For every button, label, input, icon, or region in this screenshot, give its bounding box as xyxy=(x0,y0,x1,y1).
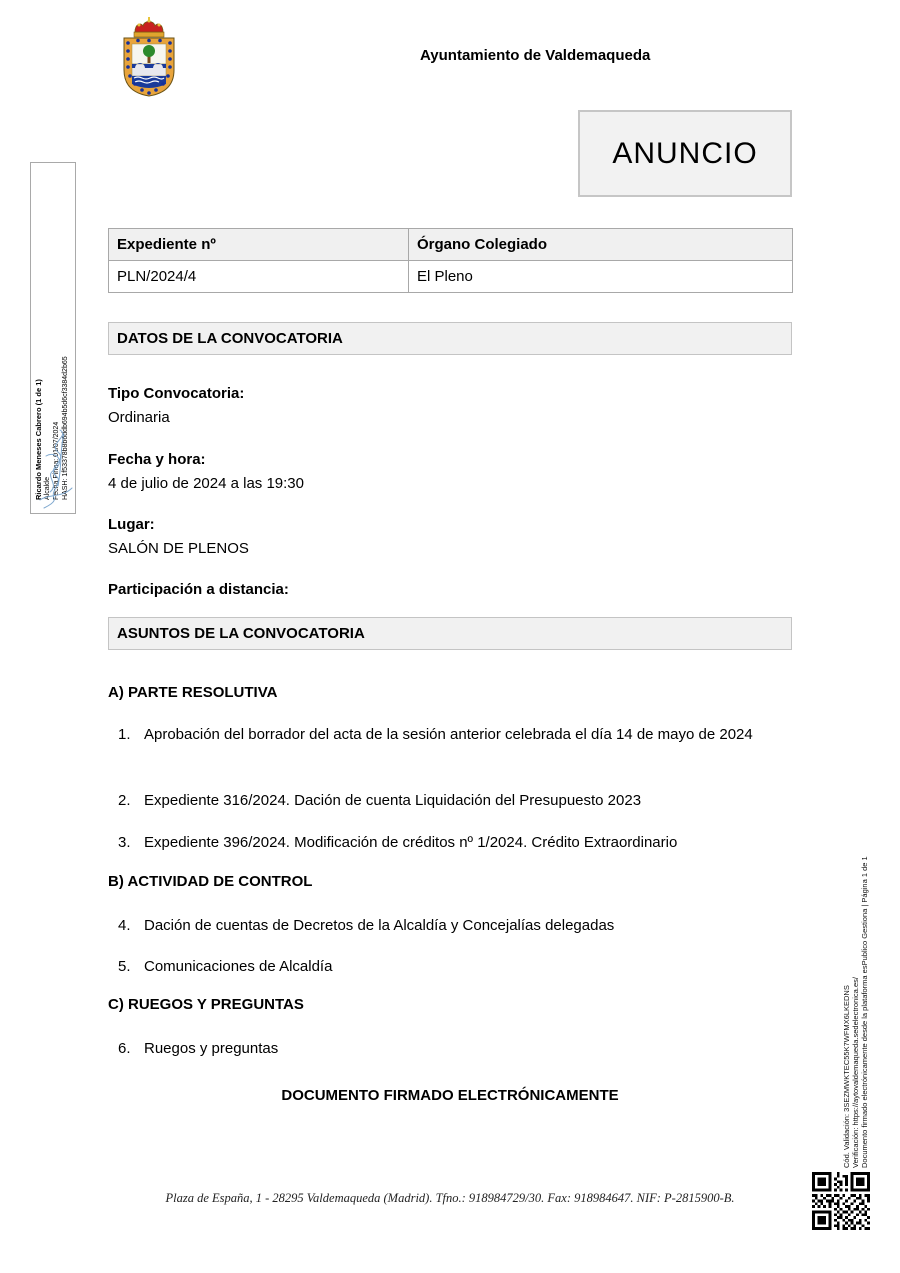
organo-value-cell: El Pleno xyxy=(409,261,793,293)
field-value-lugar: SALÓN DE PLENOS xyxy=(108,540,249,557)
item-text: Expediente 316/2024. Dación de cuenta Liquidación del Presupuesto 2023 xyxy=(144,792,642,809)
agenda-item-1 xyxy=(118,723,792,747)
item-text: Expediente 396/2024. Modificación de créditos nº 1/2024. Crédito Extraordinario xyxy=(144,834,678,851)
section-header-asuntos: ASUNTOS DE LA CONVOCATORIA xyxy=(108,617,792,650)
signature-hash: HASH: 1f53378b8b6ddb694b5d6cf3384d2b65 xyxy=(62,356,69,500)
field-value-fecha: 4 de julio de 2024 a las 19:30 xyxy=(108,475,304,492)
expediente-table xyxy=(108,228,793,293)
anuncio-banner xyxy=(578,110,792,197)
signature-date: Fecha Firma: 01/07/2024 xyxy=(53,421,60,500)
agenda-item-2 xyxy=(118,789,792,813)
item-number: 3. xyxy=(118,834,131,851)
field-label-fecha: Fecha y hora: xyxy=(108,451,206,468)
table-header-row xyxy=(109,229,793,261)
item-number: 1. xyxy=(118,726,131,743)
table-row xyxy=(109,261,793,293)
agenda-item-4 xyxy=(118,914,792,938)
signed-electronically-note: DOCUMENTO FIRMADO ELECTRÓNICAMENTE xyxy=(281,1087,619,1104)
field-value-tipo: Ordinaria xyxy=(108,409,170,426)
item-text: Ruegos y preguntas xyxy=(144,1040,279,1057)
organo-header-cell: Órgano Colegiado xyxy=(409,229,793,261)
item-text: Dación de cuentas de Decretos de la Alcaldía y Concejalías delegadas xyxy=(144,917,615,934)
signer-name: Ricardo Meneses Cabrero (1 de 1) xyxy=(34,379,43,500)
field-label-participacion: Participación a distancia: xyxy=(108,581,289,598)
item-number: 6. xyxy=(118,1040,131,1057)
qr-code xyxy=(812,1172,870,1230)
field-label-tipo: Tipo Convocatoria: xyxy=(108,385,245,402)
platform-note: Documento firmado electrónicamente desde la plataforma esPublico Gestiona | Página 1 de 1 xyxy=(860,856,869,1168)
item-number: 4. xyxy=(118,917,131,934)
agenda-item-3 xyxy=(118,831,792,855)
verification-url: Verificación: https://aytovaldemaqueda.sedelectronica.es/ xyxy=(851,977,860,1168)
signer-role: Alcalde xyxy=(44,477,51,500)
footer-address: Plaza de España, 1 - 28295 Valdemaqueda (Madrid). Tfno.: 918984729/30. Fax: 918984647. NIF: P-2815900-B. xyxy=(165,1191,735,1205)
group-heading-b: B) ACTIVIDAD DE CONTROL xyxy=(108,873,313,890)
expediente-value-cell: PLN/2024/4 xyxy=(109,261,409,293)
group-heading-c: C) RUEGOS Y PREGUNTAS xyxy=(108,996,304,1013)
agenda-item-5 xyxy=(118,955,792,979)
field-label-lugar: Lugar: xyxy=(108,516,155,533)
agenda-item-6 xyxy=(118,1037,792,1061)
handwritten-signature-icon xyxy=(36,426,76,510)
item-number: 2. xyxy=(118,792,131,809)
item-number: 5. xyxy=(118,958,131,975)
expediente-header-cell: Expediente nº xyxy=(109,229,409,261)
anuncio-label: ANUNCIO xyxy=(612,136,758,170)
page-title: Ayuntamiento de Valdemaqueda xyxy=(420,47,651,64)
group-heading-a: A) PARTE RESOLUTIVA xyxy=(108,684,278,701)
validation-code: Cód. Validación: 3SEZMWKTEC55K7WFMX6LKEDNS xyxy=(842,985,851,1168)
item-text: Aprobación del borrador del acta de la sesión anterior celebrada el día 14 de mayo de 2024 xyxy=(144,726,753,743)
coat-of-arms-icon xyxy=(117,16,181,98)
validation-margin-text xyxy=(842,768,869,1168)
item-text: Comunicaciones de Alcaldía xyxy=(144,958,333,975)
section-header-datos: DATOS DE LA CONVOCATORIA xyxy=(108,322,792,355)
